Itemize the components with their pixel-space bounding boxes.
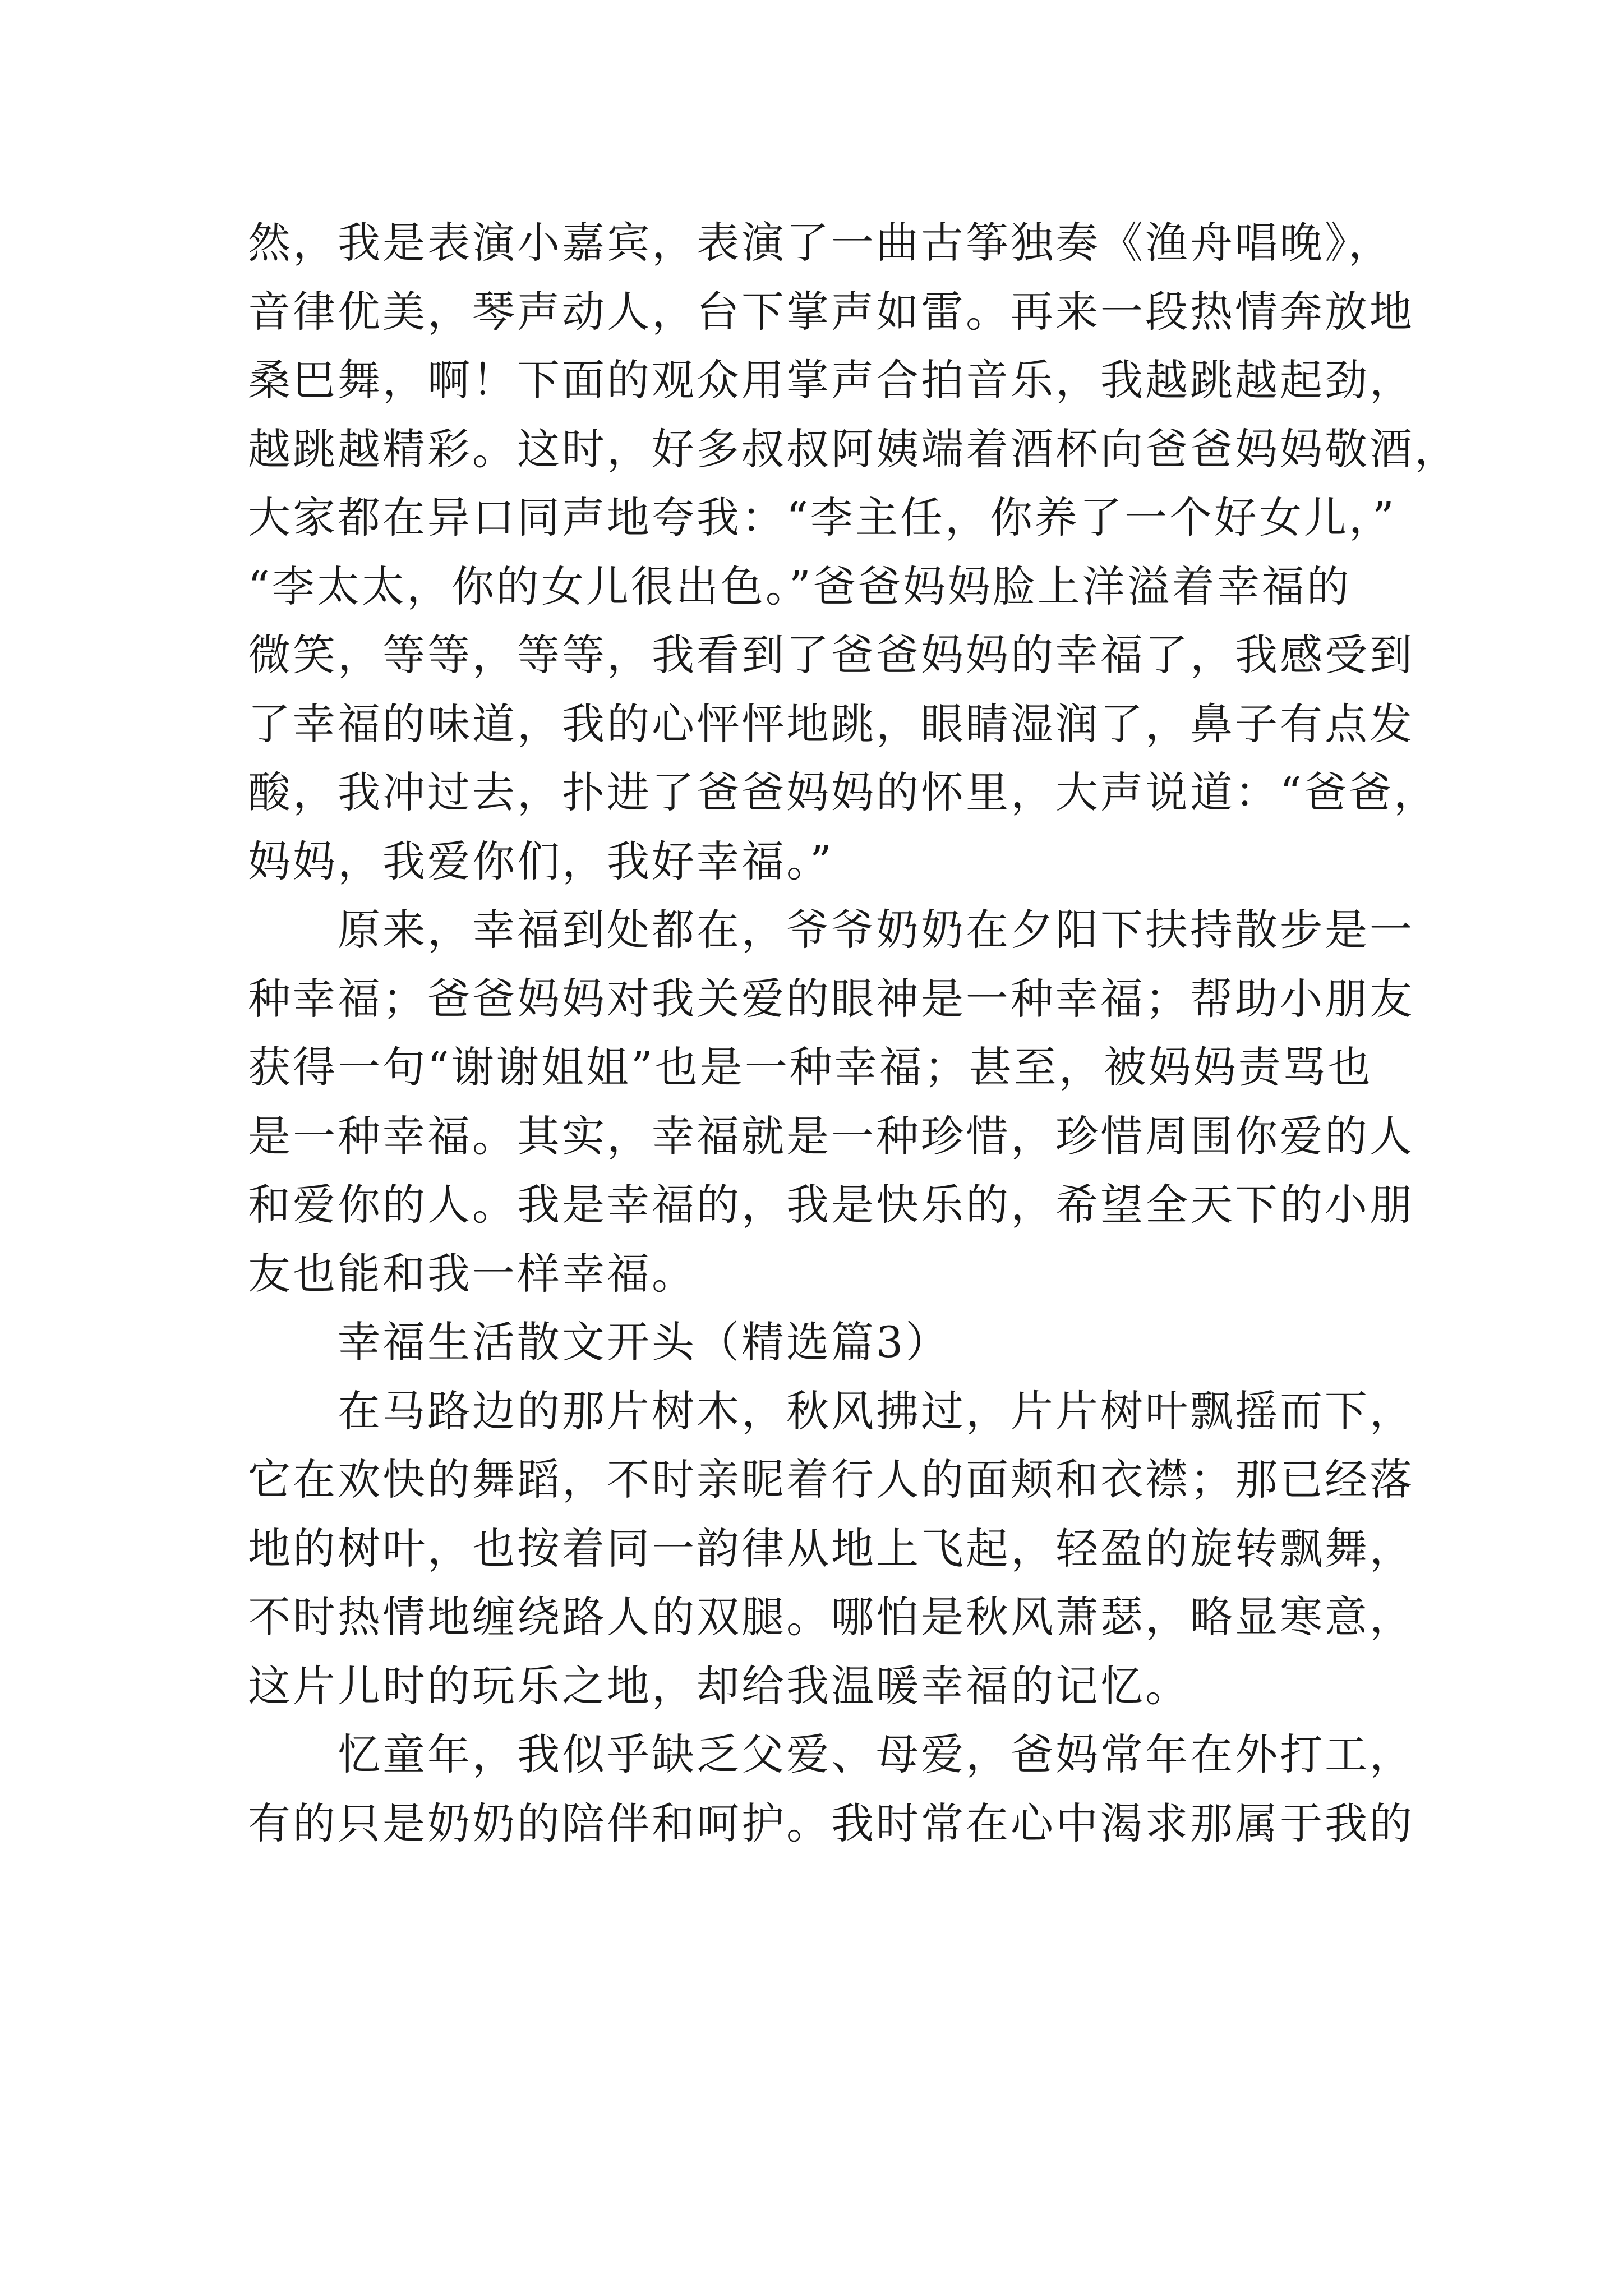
text-line: 然，我是表演小嘉宾，表演了一曲古筝独奏《渔舟唱晚》， [248,218,1393,268]
text-line: 桑巴舞，啊！下面的观众用掌声合拍音乐，我越跳越起劲， [248,355,1414,405]
text-line: 是一种幸福。其实，幸福就是一种珍惜，珍惜周围你爱的人 [248,1111,1414,1161]
text-line: 微笑，等等，等等，我看到了爸爸妈妈的幸福了，我感受到 [248,630,1414,680]
paragraph-first-line: 原来，幸福到处都在，爷爷奶奶在夕阳下扶持散步是一 [338,905,1414,955]
text-line: 大家都在异口同声地夸我：“李主任，你养了一个好女儿，” [248,493,1396,542]
paragraph-first-line: 忆童年，我似乎缺乏父爱、母爱，爸妈常年在外打工， [338,1729,1414,1779]
section-heading: 幸福生活散文开头（精选篇3） [338,1317,951,1367]
paragraph-first-line: 在马路边的那片树木，秋风拂过，片片树叶飘摇而下， [338,1386,1414,1436]
text-line: 不时热情地缠绕路人的双腿。哪怕是秋风萧瑟，略显寒意， [248,1592,1414,1642]
text-line: 音律优美，琴声动人，台下掌声如雷。再来一段热情奔放地 [248,286,1414,337]
text-line: 地的树叶，也按着同一韵律从地上飞起，轻盈的旋转飘舞， [248,1523,1414,1573]
text-line: 妈妈，我爱你们，我好幸福。” [248,836,834,886]
text-line: 越跳越精彩。这时，好多叔叔阿姨端着酒杯向爸爸妈妈敬酒， [248,424,1459,474]
text-line: 这片儿时的玩乐之地，却给我温暖幸福的记忆。 [248,1660,1190,1711]
text-line: 友也能和我一样幸福。 [248,1248,697,1299]
text-line: 了幸福的味道，我的心怦怦地跳，眼睛湿润了，鼻子有点发 [248,698,1414,749]
text-line: 它在欢快的舞蹈，不时亲昵着行人的面颊和衣襟；那已经落 [248,1455,1414,1504]
text-line: 种幸福；爸爸妈妈对我关爱的眼神是一种幸福；帮助小朋友 [248,973,1414,1024]
text-line: 获得一句“谢谢姐姐”也是一种幸福；甚至，被妈妈责骂也 [248,1042,1373,1092]
text-line: “李太太，你的女儿很出色。”爸爸妈妈脸上洋溢着幸福的 [248,561,1352,611]
text-line: 有的只是奶奶的陪伴和呵护。我时常在心中渴求那属于我的 [248,1798,1414,1848]
text-line: 酸，我冲过去，扑进了爸爸妈妈的怀里，大声说道：“爸爸， [248,767,1438,817]
text-line: 和爱你的人。我是幸福的，我是快乐的，希望全天下的小朋 [248,1180,1414,1230]
document-body [248,209,1459,1858]
